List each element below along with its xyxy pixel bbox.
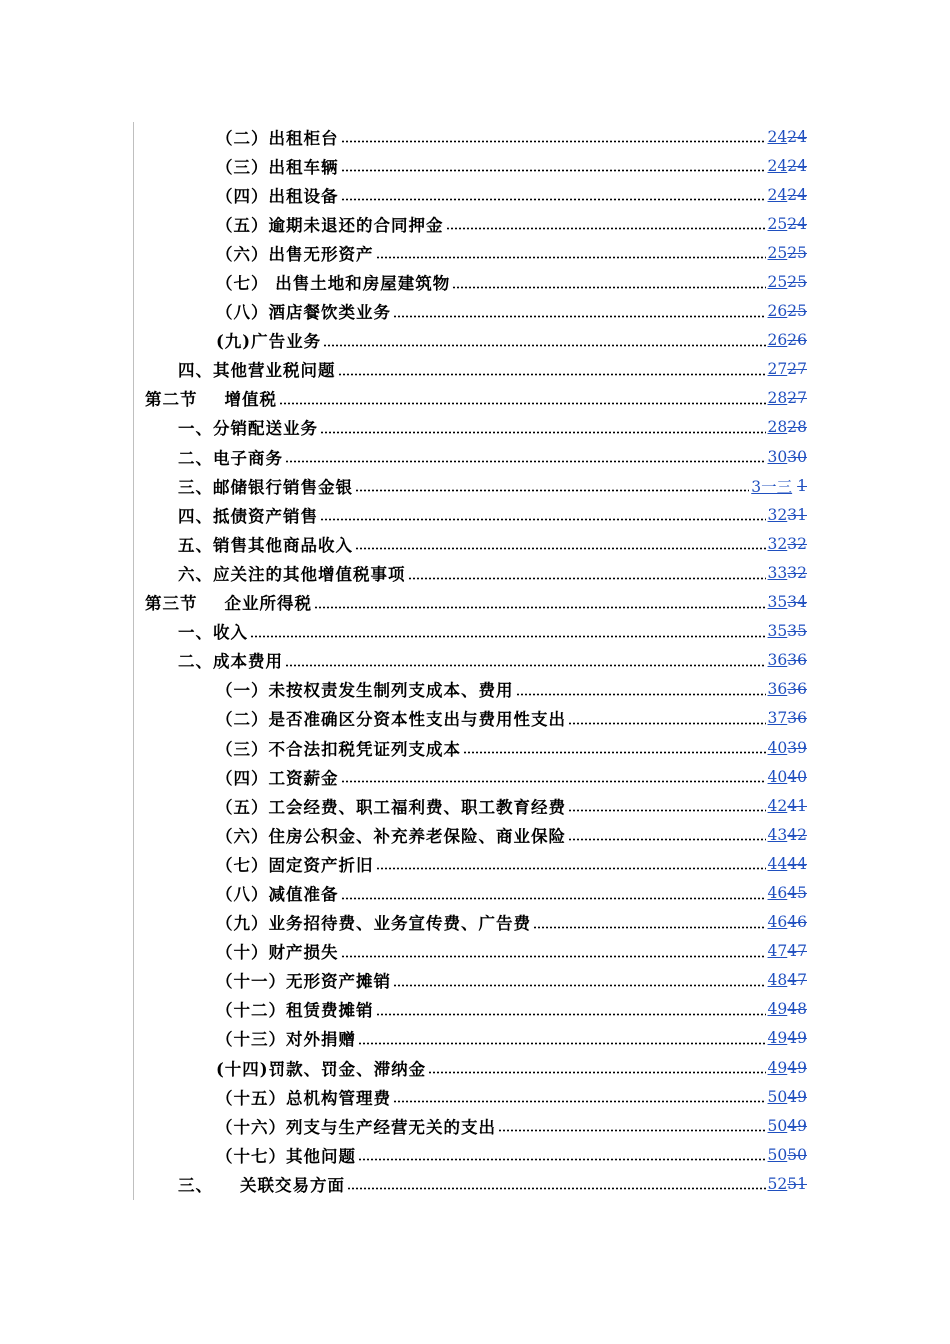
page-number-inserted: 50 [767,1087,788,1106]
page-number-deleted: 47 [787,971,807,990]
toc-entry[interactable] [0,500,950,529]
dot-leader [355,547,766,550]
toc-entry[interactable] [0,1024,950,1053]
toc-page-number[interactable] [768,273,807,291]
toc-entry-title: （三）不合法扣税凭证列支成本 [216,739,461,759]
toc-entry-title: 一、分销配送业务 [178,419,318,439]
page-number-deleted: 32 [787,534,807,553]
dot-leader [320,431,766,434]
dot-leader [341,897,766,900]
page-number-deleted: 31 [787,505,807,524]
page-number-deleted: 36 [787,680,807,699]
toc-entry-title: 三、 关联交易方面 [178,1175,345,1195]
dot-leader [452,286,765,289]
toc-entry[interactable] [0,1082,950,1111]
toc-entry-title: 三、邮储银行销售金银 [178,477,353,497]
toc-entry[interactable] [0,617,950,646]
toc-entry-title: （十六）列支与生产经营无关的支出 [216,1117,496,1137]
toc-entry[interactable] [0,267,950,296]
dot-leader [358,1042,766,1045]
page-number-deleted: 51 [787,1174,807,1193]
page-number-inserted: 30 [767,447,788,466]
page-number-inserted: 3一三 [751,477,793,496]
toc-entry[interactable] [0,762,950,791]
page-number-deleted: 24 [787,156,807,175]
toc-page-number[interactable] [768,186,807,204]
toc-page-number[interactable] [768,506,807,524]
toc-page-number[interactable] [768,128,807,146]
toc-entry[interactable] [0,849,950,878]
page-number-inserted: 40 [767,738,788,757]
toc-page-number[interactable] [768,942,807,960]
dot-leader [568,838,766,841]
toc-entry[interactable] [0,820,950,849]
page-number-inserted: 24 [767,127,788,146]
page-number-deleted: 44 [787,854,807,873]
page-number-deleted: 47 [787,942,807,961]
page-number-inserted: 46 [767,883,788,902]
toc-page-number[interactable] [768,244,807,262]
toc-entry-title: （六）住房公积金、补充养老保险、商业保险 [216,826,566,846]
page-number-inserted: 24 [767,156,788,175]
dot-leader [285,460,766,463]
toc-page-number[interactable] [768,651,807,669]
toc-entry[interactable] [0,1140,950,1169]
toc-page-number[interactable] [768,360,807,378]
dot-leader [355,489,749,492]
toc-page-number[interactable] [768,448,807,466]
dot-leader [376,256,766,259]
toc-entry[interactable] [0,151,950,180]
dot-leader [428,1071,765,1074]
toc-page-number[interactable] [768,1029,807,1047]
toc-entry-title: （八）减值准备 [216,884,339,904]
page-number-inserted: 50 [767,1116,788,1135]
toc-entry[interactable] [0,878,950,907]
toc-entry-title: （七） 出售土地和房屋建筑物 [216,274,451,294]
page-number-inserted: 33 [767,563,788,582]
dot-leader [358,1158,766,1161]
toc-entry[interactable] [0,471,950,500]
toc-page-number[interactable] [768,680,807,698]
dot-leader [341,955,766,958]
toc-page-number[interactable] [768,739,807,757]
toc-entry-title: （六）出售无形资产 [216,244,374,264]
dot-leader [516,693,766,696]
toc-page-number[interactable] [768,1146,807,1164]
toc-entry-title: (九)广告业务 [216,332,322,352]
page-number-inserted: 47 [767,942,788,961]
page-number-inserted: 49 [767,1058,788,1077]
page-number-inserted: 27 [767,360,788,379]
toc-page-number[interactable] [768,709,807,727]
toc-entry[interactable] [0,413,950,442]
page-number-inserted: 44 [767,854,788,873]
toc-entry-title: （九）业务招待费、业务宣传费、广告费 [216,914,531,934]
toc-entry-title: （五）工会经费、职工福利费、职工教育经费 [216,797,566,817]
page-number-inserted: 49 [767,1000,788,1019]
toc-page-number[interactable] [768,1059,807,1077]
toc-entry[interactable] [0,908,950,937]
page-number-inserted: 42 [767,796,788,815]
dot-leader [341,140,766,143]
toc-entry-title: 二、电子商务 [178,448,283,468]
dot-leader [320,518,766,521]
toc-page-number[interactable] [768,331,807,349]
dot-leader [376,867,766,870]
toc-entry-title: （十一）无形资产摊销 [216,972,391,992]
toc-entry-title: （四）出租设备 [216,186,339,206]
toc-entry[interactable] [0,297,950,326]
page-number-inserted: 43 [767,825,788,844]
toc-entry[interactable] [0,733,950,762]
page-number-deleted: 24 [787,127,807,146]
page-number-deleted: 36 [787,651,807,670]
toc-entry-title: 一、收入 [178,623,248,643]
dot-leader [568,809,766,812]
toc-page-number[interactable] [768,971,807,989]
toc-page-number[interactable] [768,1117,807,1135]
toc-page-number[interactable] [768,913,807,931]
dot-leader [341,198,766,201]
toc-entry[interactable] [0,704,950,733]
toc-entry[interactable] [0,995,950,1024]
toc-entry[interactable] [0,529,950,558]
page-number-inserted: 28 [767,389,788,408]
toc-entry-title: 四、其他营业税问题 [178,361,336,381]
toc-entry-title: （十二）租赁费摊销 [216,1001,374,1021]
toc-entry-title: （十三）对外捐赠 [216,1030,356,1050]
toc-entry-title: （十五）总机构管理费 [216,1088,391,1108]
toc-page-number[interactable] [768,157,807,175]
toc-entry[interactable] [0,442,950,471]
page-number-inserted: 36 [767,680,788,699]
dot-leader [463,751,766,754]
page-number-deleted: 39 [787,738,807,757]
page-number-deleted: 30 [787,447,807,466]
toc-entry[interactable] [0,558,950,587]
toc-page-number[interactable] [768,1088,807,1106]
toc-page-number[interactable] [768,535,807,553]
toc-page-number[interactable] [768,593,807,611]
toc-entry-title: 第三节 企业所得税 [145,594,312,614]
toc-page-number[interactable] [768,826,807,844]
toc-page-number[interactable] [768,768,807,786]
toc-entry-title: 四、抵债资产销售 [178,506,318,526]
toc-page-number[interactable] [768,418,807,436]
toc-page-number[interactable] [768,1175,807,1193]
page-number-deleted: 46 [787,913,807,932]
page-number-deleted: 49 [787,1029,807,1048]
page-number-inserted: 25 [767,214,788,233]
page-number-inserted: 50 [767,1145,788,1164]
page-number-deleted: 40 [787,767,807,786]
toc-entry[interactable] [0,1111,950,1140]
dot-leader [408,577,766,580]
page-number-deleted: 49 [787,1116,807,1135]
page-number-deleted: 41 [787,796,807,815]
toc-entry-title: (十四)罚款、罚金、滞纳金 [216,1059,427,1079]
dot-leader [323,344,765,347]
page-number-inserted: 40 [767,767,788,786]
page-number-inserted: 37 [767,709,788,728]
dot-leader [568,722,766,725]
toc-entry-title: 五、销售其他商品收入 [178,535,353,555]
toc-entry-title: 第二节 增值税 [145,390,277,410]
page-number-deleted: 24 [787,185,807,204]
toc-page-number[interactable] [768,389,807,407]
toc-entry[interactable] [0,966,950,995]
toc-entry[interactable] [0,1169,950,1198]
page-number-inserted: 32 [767,534,788,553]
page-number-deleted: 26 [787,331,807,350]
table-of-contents [0,122,950,1198]
page-number-deleted: 49 [787,1087,807,1106]
page-number-deleted: 35 [787,622,807,641]
dot-leader [393,1100,766,1103]
page-number-inserted: 52 [767,1174,788,1193]
page-number-deleted: 49 [787,1058,807,1077]
toc-entry[interactable] [0,675,950,704]
toc-entry-title: （七）固定资产折旧 [216,855,374,875]
toc-entry[interactable] [0,238,950,267]
dot-leader [250,635,766,638]
page-number-deleted: 34 [787,593,807,612]
dot-leader [446,227,766,230]
toc-page-number[interactable] [768,564,807,582]
toc-page-number[interactable] [751,475,807,497]
toc-entry[interactable] [0,646,950,675]
toc-entry-title: （三）出租车辆 [216,157,339,177]
toc-entry[interactable] [0,209,950,238]
page-number-deleted: 25 [787,273,807,292]
toc-entry-title: （十）财产损失 [216,943,339,963]
toc-entry[interactable] [0,122,950,151]
page-number-deleted: 42 [787,825,807,844]
dot-leader [376,1013,766,1016]
toc-entry[interactable] [0,791,950,820]
toc-page-number[interactable] [768,622,807,640]
toc-entry-title: （二）是否准确区分资本性支出与费用性支出 [216,710,566,730]
dot-leader [393,315,766,318]
dot-leader [314,606,766,609]
page-number-inserted: 26 [767,302,788,321]
page-number-deleted: 24 [787,214,807,233]
toc-entry[interactable] [0,180,950,209]
dot-leader [341,780,766,783]
dot-leader [498,1129,766,1132]
toc-entry[interactable] [0,1053,950,1082]
toc-entry[interactable] [0,326,950,355]
page-number-inserted: 49 [767,1029,788,1048]
page-number-deleted: 1 [797,476,807,495]
page-number-inserted: 35 [767,593,788,612]
page-number-deleted: 50 [787,1145,807,1164]
page-number-deleted: 27 [787,389,807,408]
page-number-inserted: 35 [767,622,788,641]
toc-page-number[interactable] [768,855,807,873]
toc-page-number[interactable] [768,302,807,320]
toc-entry[interactable] [0,937,950,966]
page-number-inserted: 32 [767,505,788,524]
dot-leader [393,984,766,987]
page-number-inserted: 28 [767,418,788,437]
toc-entry-title: （四）工资薪金 [216,768,339,788]
toc-page-number[interactable] [768,884,807,902]
dot-leader [338,373,766,376]
dot-leader [533,926,766,929]
toc-entry-title: 二、成本费用 [178,652,283,672]
toc-entry-title: （八）酒店餐饮类业务 [216,303,391,323]
page-number-inserted: 25 [767,273,788,292]
page-number-deleted: 25 [787,302,807,321]
page-number-deleted: 28 [787,418,807,437]
page-number-inserted: 26 [767,331,788,350]
page-number-deleted: 32 [787,563,807,582]
dot-leader [347,1187,766,1190]
toc-entry-title: （五）逾期未退还的合同押金 [216,215,444,235]
toc-page-number[interactable] [768,797,807,815]
toc-entry[interactable] [0,355,950,384]
page-number-inserted: 24 [767,185,788,204]
page-number-inserted: 36 [767,651,788,670]
page-number-deleted: 48 [787,1000,807,1019]
toc-page-number[interactable] [768,215,807,233]
dot-leader [285,664,766,667]
dot-leader [341,169,766,172]
toc-section-entry[interactable] [0,588,950,617]
toc-entry-title: （二）出租柜台 [216,128,339,148]
page-number-deleted: 45 [787,883,807,902]
page-number-inserted: 46 [767,913,788,932]
toc-entry-title: 六、应关注的其他增值税事项 [178,564,406,584]
page-number-inserted: 48 [767,971,788,990]
page-number-deleted: 36 [787,709,807,728]
toc-page-number[interactable] [768,1000,807,1018]
page-number-deleted: 27 [787,360,807,379]
toc-section-entry[interactable] [0,384,950,413]
toc-entry-title: （十七）其他问题 [216,1146,356,1166]
toc-entry-title: （一）未按权责发生制列支成本、费用 [216,681,514,701]
page-number-inserted: 25 [767,243,788,262]
page-number-deleted: 25 [787,243,807,262]
dot-leader [279,402,766,405]
